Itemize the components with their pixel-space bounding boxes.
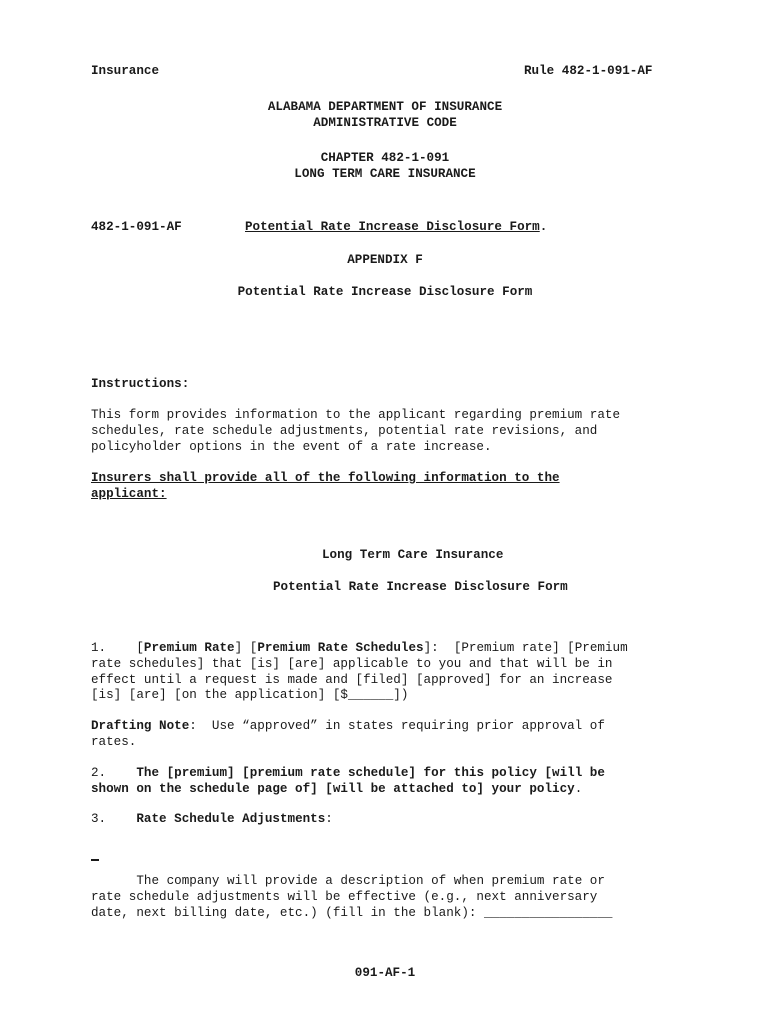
rule-title-period: . — [539, 220, 548, 234]
appendix-label: APPENDIX F — [347, 253, 423, 267]
instructions-body — [91, 408, 691, 455]
item-1-text: [Premium rate] [Premium — [438, 641, 628, 655]
item-2-period: . — [574, 781, 583, 796]
rule-number: 482-1-091-AF — [91, 220, 182, 234]
chapter-subject: LONG TERM CARE INSURANCE — [294, 167, 476, 181]
form-subtitle: Potential Rate Increase Disclosure Form — [273, 580, 568, 594]
item-2-text: shown on the schedule page of] [will be attached to] your policy — [91, 781, 575, 796]
instructions-line: This form provides information to the applicant regarding premium rate — [91, 408, 621, 422]
item-3-label: Rate Schedule Adjustments — [136, 812, 326, 826]
form-title: Long Term Care Insurance — [322, 548, 504, 562]
item-2-number: 2. — [91, 766, 107, 780]
appendix-subtitle: Potential Rate Increase Disclosure Form — [237, 285, 533, 299]
header-left: Insurance — [91, 64, 160, 78]
insurers-requirement — [91, 471, 691, 503]
header-rule-number: Rule 482-1-091-AF — [524, 64, 653, 78]
item-3-number: 3. — [91, 812, 107, 826]
item-1-premium-rate-schedules: Premium Rate Schedules — [257, 641, 424, 655]
drafting-note-line: rates. — [91, 734, 137, 749]
item-1-line: [is] [are] [on the application] [$______]) — [91, 688, 409, 703]
item-3-colon: : — [325, 812, 333, 826]
insurers-line: Insurers shall provide all of the following information to the — [91, 471, 560, 485]
page-number: 091-AF-1 — [354, 966, 416, 980]
chapter-title: CHAPTER 482-1-091 — [320, 151, 450, 165]
code-title: ADMINISTRATIVE CODE — [313, 116, 457, 130]
drafting-note-label: Drafting Note — [91, 719, 190, 733]
rule-title — [245, 220, 547, 236]
item-3-body-line: rate schedule adjustments will be effective (e.g., next anniversary — [91, 889, 598, 904]
item-1-line: rate schedules] that [is] [are] applicable to you and that will be in — [91, 656, 613, 671]
item-1-number: 1. — [91, 641, 107, 655]
drafting-note — [91, 719, 691, 751]
item-3-body-line: The company will provide a description of when premium rate or — [136, 874, 605, 888]
instructions-line: schedules, rate schedule adjustments, potential rate revisions, and — [91, 423, 598, 438]
drafting-note-text: Use “approved” in states requiring prior approval of — [196, 719, 605, 733]
item-3-body-line: date, next billing date, etc.) (fill in the blank): _________________ — [91, 905, 613, 920]
item-1-bracket: [ — [136, 641, 144, 655]
item-1 — [91, 641, 691, 704]
drafting-note-colon: : — [189, 719, 197, 733]
item-1-bracket: ]: — [423, 641, 439, 655]
insurers-line: applicant: — [91, 486, 167, 501]
dept-title: ALABAMA DEPARTMENT OF INSURANCE — [267, 100, 503, 114]
item-3 — [91, 812, 691, 828]
item-2-text: The [premium] [premium rate schedule] for this policy [will be — [136, 766, 605, 780]
dash-mark — [91, 859, 99, 861]
item-1-bracket: ] [ — [234, 641, 258, 655]
instructions-heading: Instructions: — [91, 377, 190, 391]
rule-title-text: Potential Rate Increase Disclosure Form — [245, 220, 540, 234]
item-1-premium-rate: Premium Rate — [143, 641, 235, 655]
item-2 — [91, 766, 691, 798]
item-3-body — [91, 874, 691, 921]
item-1-line: effect until a request is made and [filed] [approved] for an increase — [91, 672, 613, 687]
instructions-line: policyholder options in the event of a rate increase. — [91, 439, 492, 454]
